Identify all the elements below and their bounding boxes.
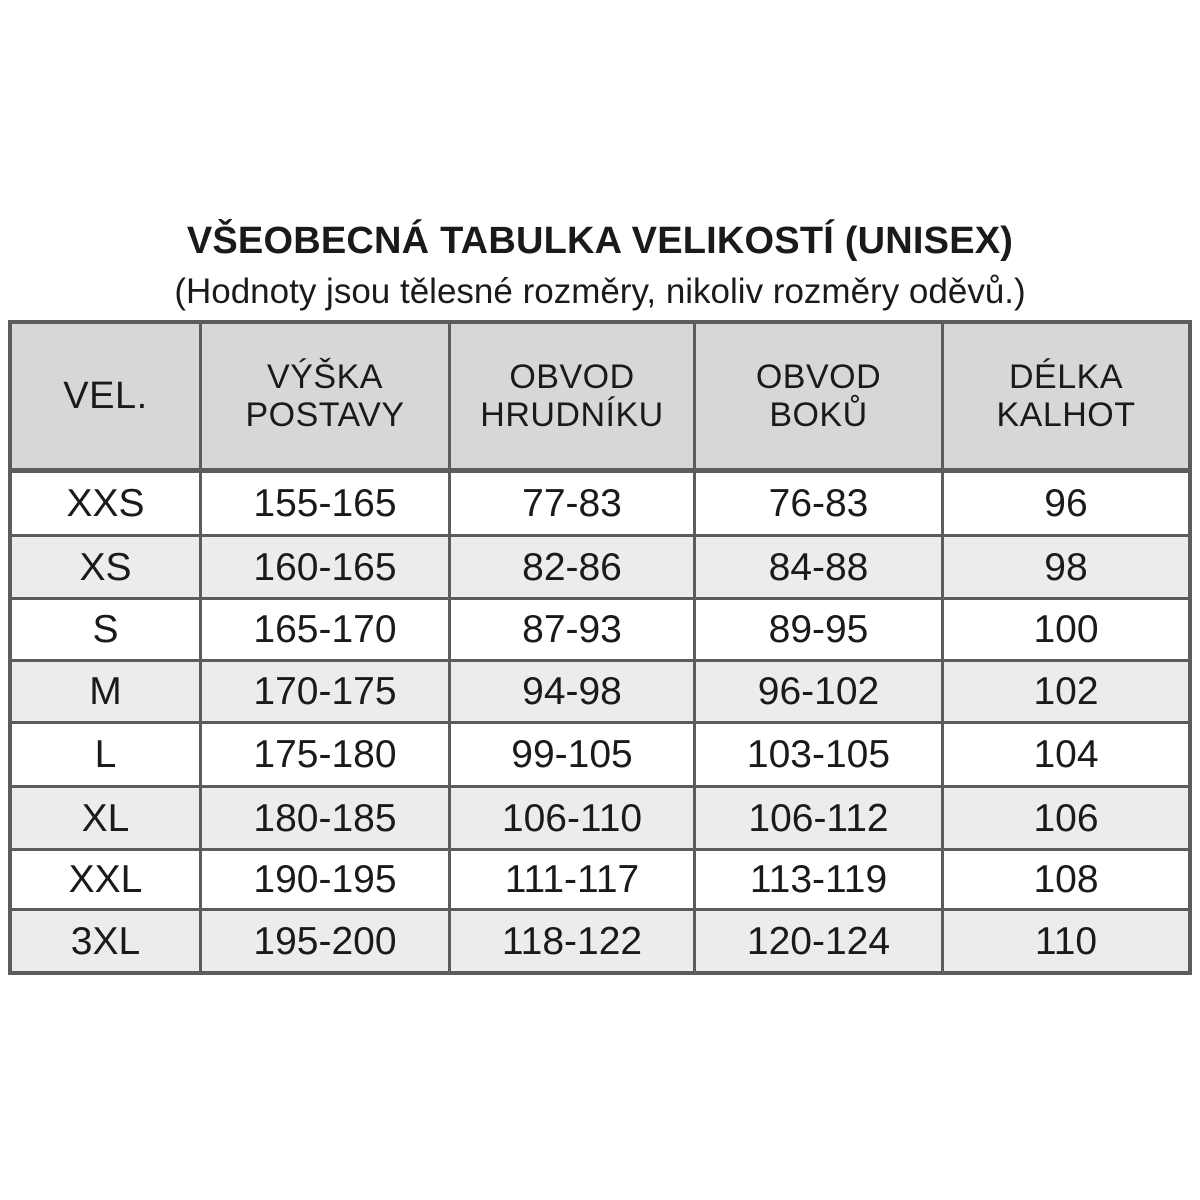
table-cell-chest: 94-98 <box>451 662 696 724</box>
table-cell-height: 195-200 <box>202 911 451 971</box>
table-cell-height: 180-185 <box>202 788 451 851</box>
header-chest-line1: OBVOD <box>509 358 635 396</box>
table-cell-size: M <box>12 662 202 724</box>
table-cell-trouser-length: 98 <box>944 537 1188 600</box>
table-title: VŠEOBECNÁ TABULKA VELIKOSTÍ (UNISEX) <box>186 220 1014 262</box>
header-trouser-length <box>944 324 1188 473</box>
table-cell-hips: 103-105 <box>696 724 944 788</box>
size-table <box>8 320 1192 975</box>
header-size <box>12 324 202 473</box>
table-cell-height: 165-170 <box>202 600 451 662</box>
table-cell-size: XXS <box>12 473 202 537</box>
table-cell-trouser-length: 102 <box>944 662 1188 724</box>
header-hips <box>696 324 944 473</box>
header-trouser-length-line2: KALHOT <box>996 396 1136 434</box>
header-trouser-length-line1: DÉLKA <box>1009 358 1123 396</box>
header-chest-line2: HRUDNÍKU <box>480 396 664 434</box>
table-cell-size: XL <box>12 788 202 851</box>
table-subtitle: (Hodnoty jsou tělesné rozměry, nikoliv rozměry oděvů.) <box>174 272 1026 311</box>
table-cell-trouser-length: 106 <box>944 788 1188 851</box>
table-cell-chest: 118-122 <box>451 911 696 971</box>
header-hips-line2: BOKŮ <box>769 396 868 434</box>
table-cell-hips: 113-119 <box>696 851 944 911</box>
table-cell-height: 175-180 <box>202 724 451 788</box>
header-height <box>202 324 451 473</box>
table-cell-size: S <box>12 600 202 662</box>
header-height-line1: VÝŠKA <box>267 358 383 396</box>
table-cell-hips: 84-88 <box>696 537 944 600</box>
table-cell-trouser-length: 100 <box>944 600 1188 662</box>
table-cell-chest: 99-105 <box>451 724 696 788</box>
header-chest <box>451 324 696 473</box>
table-cell-height: 190-195 <box>202 851 451 911</box>
table-cell-size: XXL <box>12 851 202 911</box>
table-cell-height: 170-175 <box>202 662 451 724</box>
header-size-label: VEL. <box>63 375 148 417</box>
table-cell-trouser-length: 108 <box>944 851 1188 911</box>
table-cell-height: 160-165 <box>202 537 451 600</box>
header-height-line2: POSTAVY <box>245 396 405 434</box>
table-cell-size: 3XL <box>12 911 202 971</box>
table-cell-hips: 120-124 <box>696 911 944 971</box>
table-cell-trouser-length: 104 <box>944 724 1188 788</box>
table-cell-height: 155-165 <box>202 473 451 537</box>
table-cell-chest: 82-86 <box>451 537 696 600</box>
table-cell-trouser-length: 96 <box>944 473 1188 537</box>
table-cell-trouser-length: 110 <box>944 911 1188 971</box>
table-cell-chest: 77-83 <box>451 473 696 537</box>
table-cell-hips: 106-112 <box>696 788 944 851</box>
header-hips-line1: OBVOD <box>755 358 882 396</box>
table-cell-chest: 87-93 <box>451 600 696 662</box>
table-cell-hips: 76-83 <box>696 473 944 537</box>
table-cell-chest: 106-110 <box>451 788 696 851</box>
table-cell-size: XS <box>12 537 202 600</box>
table-cell-size: L <box>12 724 202 788</box>
table-cell-hips: 89-95 <box>696 600 944 662</box>
table-cell-chest: 111-117 <box>451 851 696 911</box>
table-cell-hips: 96-102 <box>696 662 944 724</box>
